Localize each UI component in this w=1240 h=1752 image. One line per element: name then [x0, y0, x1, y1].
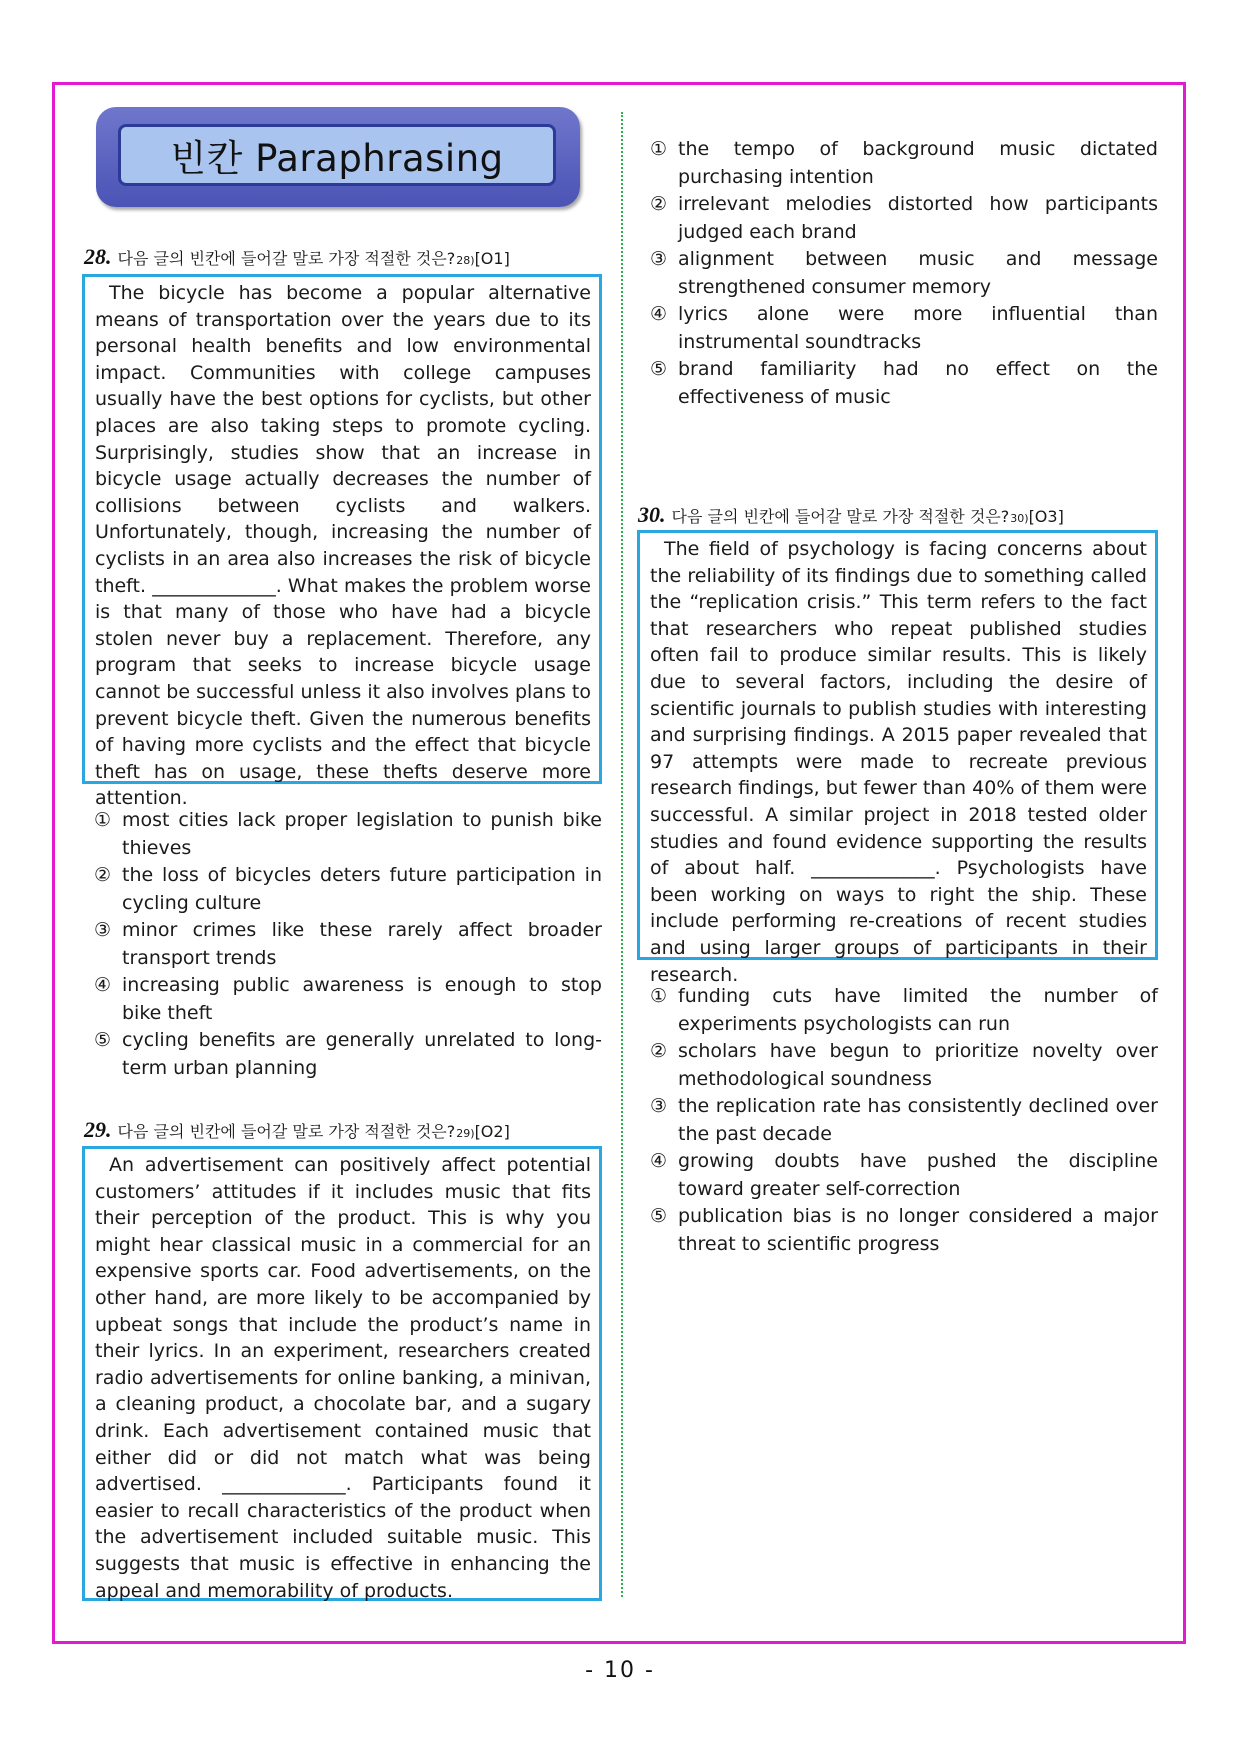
answer-option[interactable] [650, 246, 1158, 301]
option-text: minor crimes like these rarely affect broader transport trends [122, 919, 602, 969]
option-text: most cities lack proper legislation to punish bike thieves [122, 809, 602, 859]
q28-options [94, 807, 602, 1082]
answer-option[interactable] [650, 1093, 1158, 1148]
q29-code: [O2] [474, 1122, 510, 1141]
option-text: the loss of bicycles deters future participation in cycling culture [122, 864, 602, 914]
option-number: ④ [650, 1150, 668, 1172]
answer-option[interactable] [94, 862, 602, 917]
q30-note: 30) [1010, 512, 1029, 525]
answer-option[interactable] [650, 301, 1158, 356]
q30-prompt: 다음 글의 빈칸에 들어갈 말로 가장 적절한 것은? [671, 507, 1010, 526]
option-number: ⑤ [650, 358, 668, 380]
option-number: ② [94, 864, 112, 886]
q28-header [84, 244, 510, 270]
option-number: ⑤ [650, 1205, 668, 1227]
answer-option[interactable] [650, 356, 1158, 411]
q28-note: 28) [456, 254, 475, 267]
title-banner [96, 107, 580, 207]
answer-option[interactable] [650, 1203, 1158, 1258]
answer-option[interactable] [650, 191, 1158, 246]
option-text: brand familiarity had no effect on the effectiveness of music [678, 358, 1158, 408]
q28-code: [O1] [474, 249, 510, 268]
answer-option[interactable] [650, 1148, 1158, 1203]
q28-passage: The bicycle has become a popular alternative means of transportation over the years due to its personal health benefits and low environmental impact. Communities with college campuses usually have the best options for cyclists, but other places are also taking steps to promote cycling. Surprisingly, studies show that an increase in bicycle usage actually decreases the number of collisions between cyclists and walkers. Unfortunately, though, increasing the number of cyclists in an area also increases the risk of bicycle theft. _____________. What makes the problem worse is that many of those who have had a bicycle stolen never buy a replacement. Therefore, any program that seeks to increase bicycle usage cannot be successful unless it also involves plans to prevent bicycle theft. Given the numerous benefits of having more cyclists and the effect that bicycle theft has on usage, these thefts deserve more attention. [95, 282, 591, 810]
banner-title: 빈칸 Paraphrasing [118, 124, 556, 186]
option-text: funding cuts have limited the number of experiments psychologists can run [678, 985, 1158, 1035]
column-divider [621, 112, 623, 1597]
option-text: irrelevant melodies distorted how participants judged each brand [678, 193, 1158, 243]
option-text: scholars have begun to prioritize novelty over methodological soundness [678, 1040, 1158, 1090]
q30-code: [O3] [1028, 507, 1064, 526]
answer-option[interactable] [94, 1027, 602, 1082]
q29-passage: An advertisement can positively affect potential customers’ attitudes if it includes music that fits their perception of the product. This is why you might hear classical music in a commercial for an expensive sports car. Food advertisements, on the other hand, are more likely to be accompanied by upbeat songs that include the product’s name in their lyrics. In an experiment, researchers created radio advertisements for online banking, a minivan, a cleaning product, a chocolate bar, and a sugary drink. Each advertisement contained music that either did or did not match what was being advertised. _____________. Participants found it easier to recall characteristics of the product when the advertisement included suitable music. This suggests that music is effective in enhancing the appeal and memorability of products. [95, 1154, 591, 1602]
q28-passage-box [82, 274, 602, 810]
q28-prompt: 다음 글의 빈칸에 들어갈 말로 가장 적절한 것은? [117, 249, 456, 268]
option-number: ① [650, 138, 668, 160]
option-text: publication bias is no longer considered a major threat to scientific progress [678, 1205, 1158, 1255]
q30-passage-box [637, 530, 1158, 986]
option-text: growing doubts have pushed the discipline toward greater self-correction [678, 1150, 1158, 1200]
q30-number: 30. [638, 502, 666, 527]
q30-passage: The field of psychology is facing concerns about the reliability of its findings due to something called the “replication crisis.” This term refers to the fact that researchers who repeat published studies often fail to produce similar results. This is likely due to several factors, including the desire of scientific journals to publish studies with interesting and surprising findings. A 2015 paper revealed that 97 attempts were made to recreate previous research findings, but fewer than 40% of them were successful. A similar project in 2018 tested older studies and found evidence supporting the results of about half. _____________. Psychologists have been working on ways to right the ship. These include performing re-creations of recent studies and using larger groups of participants in their research. [650, 538, 1147, 986]
answer-option[interactable] [650, 1038, 1158, 1093]
answer-option[interactable] [94, 917, 602, 972]
option-number: ④ [94, 974, 112, 996]
answer-option[interactable] [650, 983, 1158, 1038]
option-text: cycling benefits are generally unrelated to long-term urban planning [122, 1029, 602, 1079]
q29-header [84, 1117, 510, 1143]
option-number: ⑤ [94, 1029, 112, 1051]
option-number: ① [94, 809, 112, 831]
q29-number: 29. [84, 1117, 112, 1142]
option-number: ① [650, 985, 668, 1007]
q30-options [650, 983, 1158, 1258]
answer-option[interactable] [94, 807, 602, 862]
option-number: ③ [650, 248, 668, 270]
option-number: ② [650, 193, 668, 215]
answer-option[interactable] [650, 136, 1158, 191]
answer-option[interactable] [94, 972, 602, 1027]
option-text: lyrics alone were more influential than instrumental soundtracks [678, 303, 1158, 353]
option-text: increasing public awareness is enough to stop bike theft [122, 974, 602, 1024]
q29-passage-box [82, 1146, 602, 1601]
option-number: ④ [650, 303, 668, 325]
option-text: the tempo of background music dictated purchasing intention [678, 138, 1158, 188]
option-number: ③ [650, 1095, 668, 1117]
q29-options [650, 136, 1158, 411]
page-number: - 10 - [585, 1658, 655, 1683]
q28-number: 28. [84, 244, 112, 269]
q30-header [638, 502, 1064, 528]
option-number: ② [650, 1040, 668, 1062]
q29-prompt: 다음 글의 빈칸에 들어갈 말로 가장 적절한 것은? [117, 1122, 456, 1141]
option-number: ③ [94, 919, 112, 941]
option-text: alignment between music and message strengthened consumer memory [678, 248, 1158, 298]
q29-note: 29) [456, 1127, 475, 1140]
option-text: the replication rate has consistently declined over the past decade [678, 1095, 1158, 1145]
